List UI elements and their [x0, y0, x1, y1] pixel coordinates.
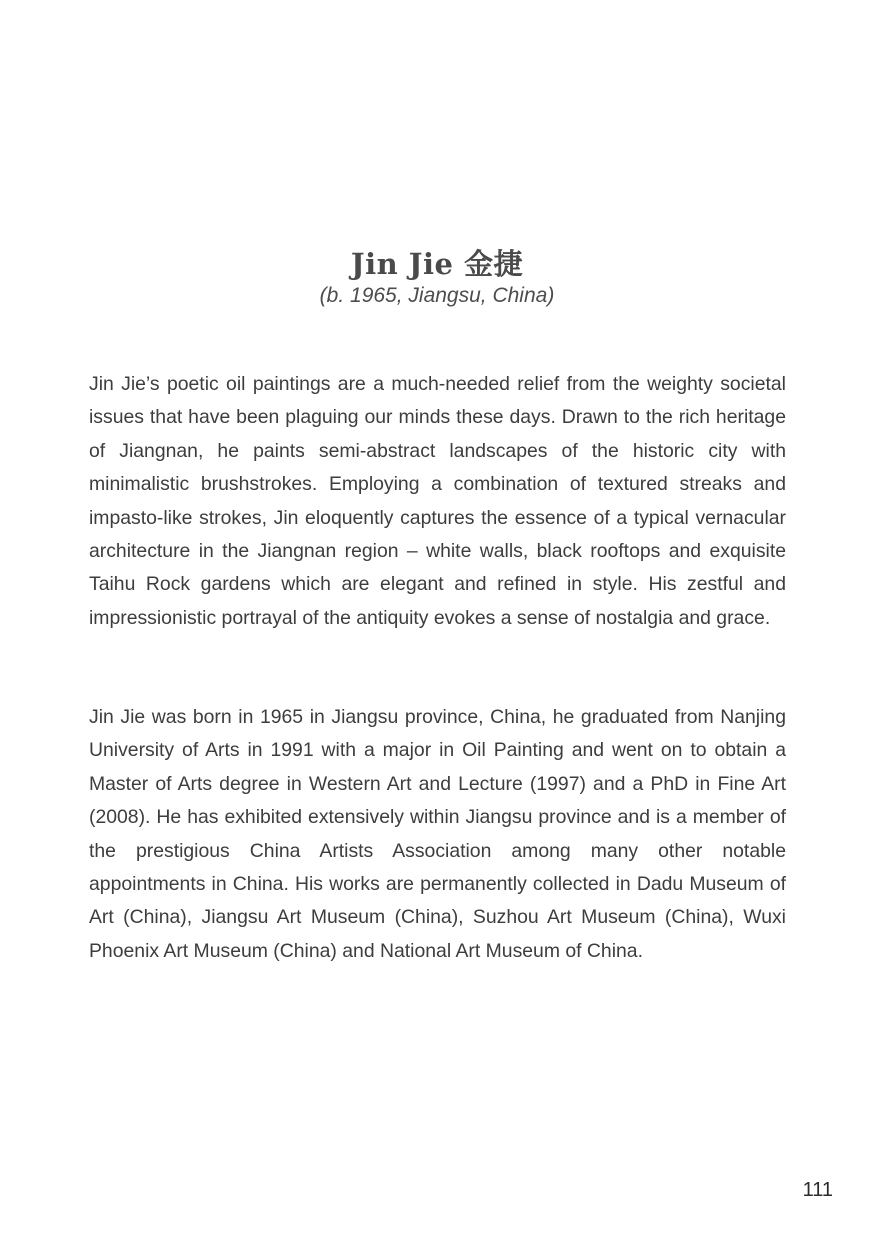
- artist-name-title: Jin Jie 金捷: [350, 247, 524, 281]
- biography-paragraph-2: Jin Jie was born in 1965 in Jiangsu province, China, he graduated from Nanjing University of Arts in 1991 with a major in Oil Painting and went on to obtain a Master of Arts degree in Western Art and Lecture (1997) and a PhD in Fine Art (2008). He has exhibited extensively within Jiangsu province and is a member of the prestigious China Artists Association among many other notable appointments in China. His works are permanently collected in Dadu Museum of Art (China), Jiangsu Art Museum (China), Suzhou Art Museum (China), Wuxi Phoenix Art Museum (China) and National Art Museum of China.: [89, 706, 786, 962]
- page-number: 111: [802, 1179, 833, 1201]
- artist-birth-info: (b. 1965, Jiangsu, China): [319, 284, 555, 307]
- biography-paragraph-1: Jin Jie’s poetic oil paintings are a much-needed relief from the weighty societal issues that have been plaguing our minds these days. Drawn to the rich heritage of Jiangnan, he paints semi-abstract landscapes of the historic city with minimalistic brushstrokes. Employing a combination of textured streaks and impasto-like strokes, Jin eloquently captures the essence of a typical vernacular architecture in the Jiangnan region – white walls, black rooftops and exquisite Taihu Rock gardens which are elegant and refined in style. His zestful and impressionistic portrayal of the antiquity evokes a sense of nostalgia and grace.: [89, 373, 786, 629]
